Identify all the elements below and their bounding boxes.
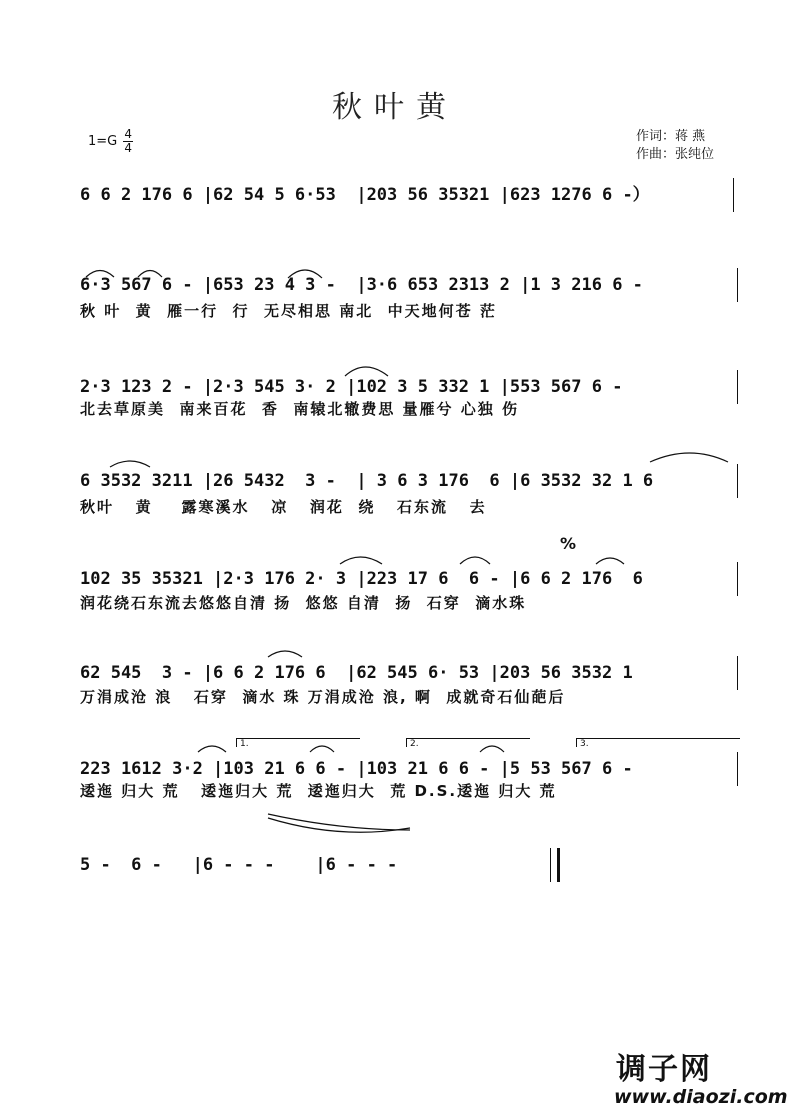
notation-line-2: 6·3 567 6 - |653 23 4 3 - |3·6 653 2313 2 |1 3 216 6 - (80, 275, 643, 295)
watermark-brand: 调子网 (616, 1052, 712, 1087)
time-signature (123, 128, 133, 155)
barline (737, 370, 738, 404)
barline (737, 268, 738, 302)
credits (636, 128, 714, 164)
notation-line-7: 223 1612 3·2 |103 21 6 6 - |103 21 6 6 - |5 53 567 6 - (80, 759, 633, 779)
barline (737, 562, 738, 596)
notation-line-6: 62 545 3 - |6 6 2 176 6 |62 545 6· 53 |203 56 3532 1 (80, 663, 633, 683)
volta-1: 1. (236, 738, 360, 747)
barline (733, 178, 734, 212)
lyrics-line-6: 万涓成沧 浪 石穿 滴水 珠 万涓成沧 浪, 啊 成就奇石仙葩后 (80, 688, 566, 706)
time-top: 4 (124, 127, 133, 141)
notation-line-4: 6 3532 3211 |26 5432 3 - | 3 6 3 176 6 |6 3532 32 1 6 (80, 471, 654, 491)
watermark-url: www.diaozi.com (614, 1086, 788, 1108)
barline (737, 656, 738, 690)
key-label: 1=G (88, 134, 118, 149)
lyrics-line-3: 北去草原美 南来百花 香 南辕北辙费思 量雁兮 心独 伤 (80, 400, 520, 418)
lyrics-line-2: 秋 叶 黄 雁一行 行 无尽相思 南北 中天地何苍 茫 (80, 302, 497, 320)
final-barline (550, 848, 560, 882)
segno-sign: % (560, 534, 577, 553)
barline (737, 752, 738, 786)
watermark-logo (596, 1044, 786, 1116)
lyrics-line-5: 润花绕石东流去悠悠自清 扬 悠悠 自清 扬 石穿 滴水珠 (80, 594, 527, 612)
composer: 作曲：张纯位 (636, 147, 715, 162)
lyricist: 作词：蒋 燕 (636, 129, 706, 144)
volta-2: 2. (406, 738, 530, 747)
time-bottom: 4 (124, 141, 133, 155)
lyrics-line-4: 秋叶 黄 露寒溪水 凉 润花 绕 石东流 去 (80, 498, 487, 516)
notation-line-3: 2·3 123 2 - |2·3 545 3· 2 |102 3 5 332 1 |553 567 6 - (80, 377, 623, 397)
lyrics-line-7: 逶迤 归大 荒 逶迤归大 荒 逶迤归大 荒 D.S.逶迤 归大 荒 (80, 782, 557, 800)
notation-line-1: 6 6 2 176 6 |62 54 5 6·53 |203 56 35321 |623 1276 6 -） (80, 185, 650, 205)
volta-3: 3. (576, 738, 740, 747)
barline (737, 464, 738, 498)
key-signature (88, 128, 133, 155)
notation-line-5: 102 35 35321 |2·3 176 2· 3 |223 17 6 6 - |6 6 2 176 6 (80, 569, 643, 589)
notation-line-8: 5 - 6 - |6 - - - |6 - - - (80, 855, 439, 875)
song-title: 秋叶黄 (332, 90, 458, 125)
